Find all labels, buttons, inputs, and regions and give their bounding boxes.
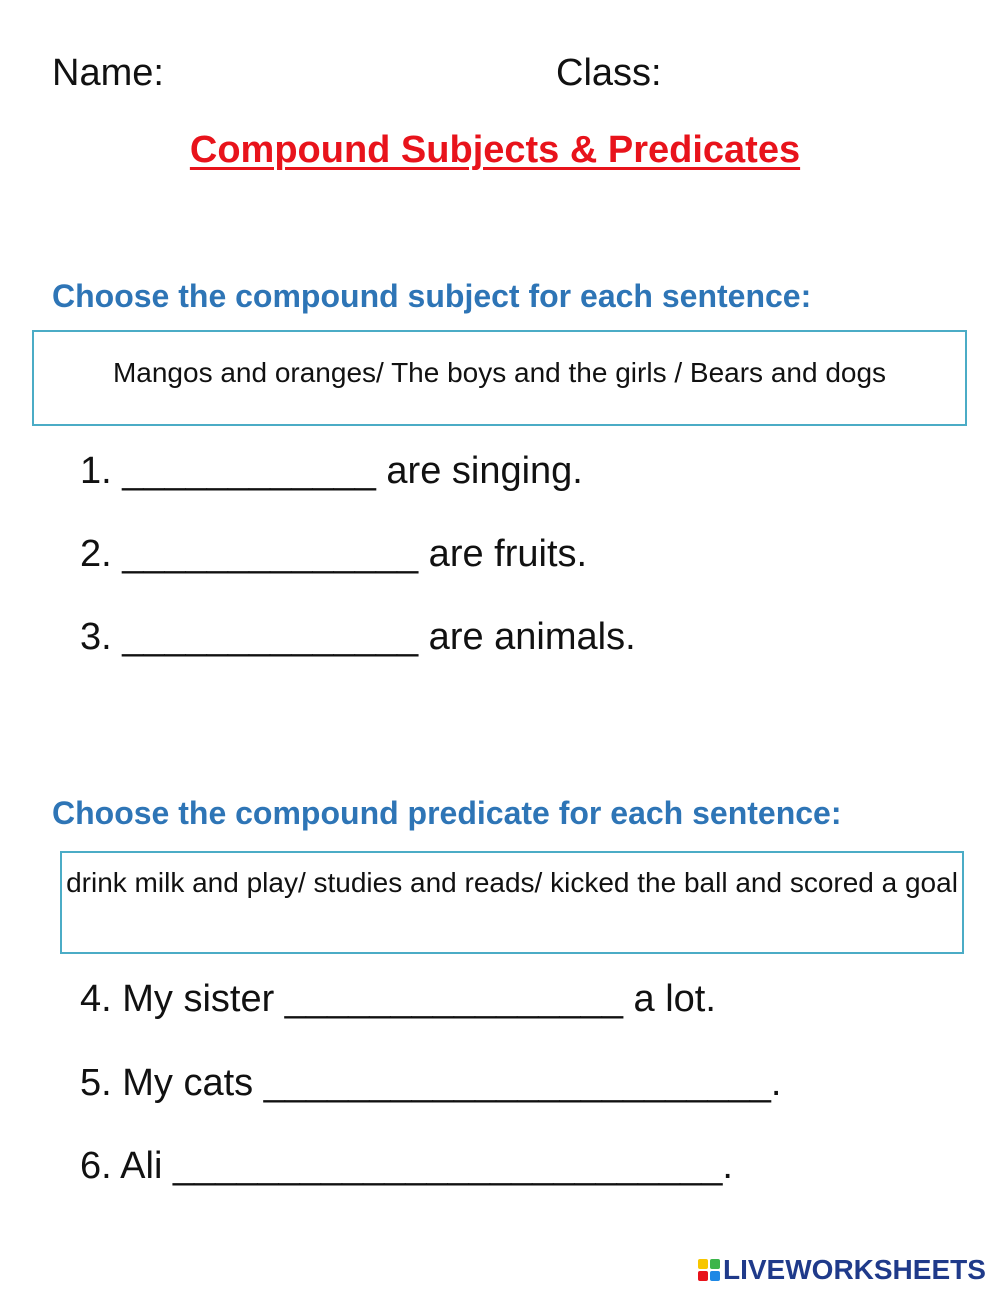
question-5[interactable]: 5. My cats ________________________. <box>80 1062 782 1104</box>
logo-block-green <box>710 1259 720 1269</box>
question-2[interactable]: 2. ______________ are fruits. <box>80 533 588 575</box>
class-label: Class: <box>556 52 662 94</box>
page-title: Compound Subjects & Predicates <box>189 129 801 171</box>
question-1[interactable]: 1. ____________ are singing. <box>80 450 583 492</box>
logo-block-red <box>698 1271 708 1281</box>
question-4[interactable]: 4. My sister ________________ a lot. <box>80 978 716 1020</box>
predicate-word-bank: drink milk and play/ studies and reads/ kicked the ball and scored a goal <box>60 851 964 954</box>
question-6[interactable]: 6. Ali __________________________. <box>80 1145 733 1187</box>
predicate-section-heading: Choose the compound predicate for each sentence: <box>52 795 842 831</box>
subject-section-heading: Choose the compound subject for each sentence: <box>52 278 812 314</box>
logo-blocks-icon <box>698 1259 720 1281</box>
subject-word-bank: Mangos and oranges/ The boys and the girls / Bears and dogs <box>32 330 967 426</box>
logo-block-blue <box>710 1271 720 1281</box>
name-label: Name: <box>52 52 164 94</box>
logo-block-yellow <box>698 1259 708 1269</box>
question-3[interactable]: 3. ______________ are animals. <box>80 616 636 658</box>
liveworksheets-logo <box>698 1254 986 1286</box>
logo-text: LIVEWORKSHEETS <box>723 1254 986 1285</box>
